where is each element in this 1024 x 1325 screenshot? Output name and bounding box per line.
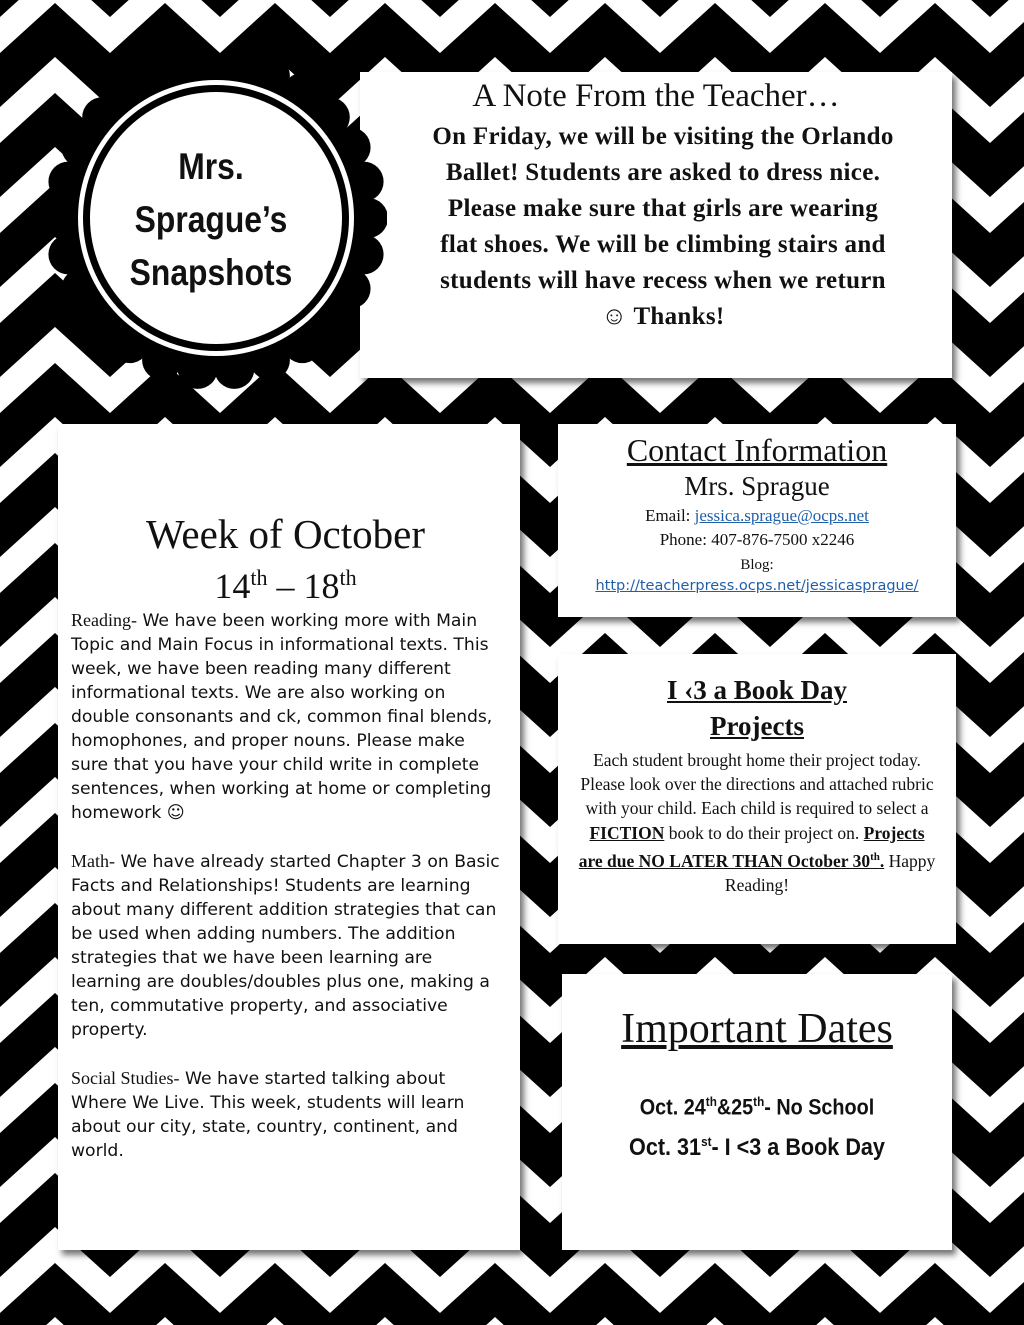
teacher-note-body — [408, 119, 918, 335]
teacher-note-line: Ballet! Students are asked to dress nice. — [445, 159, 881, 186]
teacher-note-line: students will have recess when we return — [440, 267, 886, 294]
week-overview-box — [58, 424, 520, 1250]
date-suffix: st — [701, 1134, 712, 1150]
teacher-note-line: ☺ Thanks! — [601, 303, 725, 330]
date-text: - I <3 a Book Day — [711, 1134, 885, 1162]
due-date-period: . — [879, 850, 885, 871]
math-paragraph — [71, 849, 500, 1042]
blog-link[interactable]: http://teacherpress.ocps.net/jessicasprague/ — [595, 578, 919, 594]
week-end-day: 18 — [303, 566, 340, 606]
teacher-note-box — [360, 72, 952, 378]
date-text: - No School — [764, 1094, 875, 1120]
due-date-text: Projects are due NO LATER THAN October 30 — [578, 822, 925, 871]
week-date-range — [71, 556, 500, 608]
contact-email-row — [558, 504, 956, 528]
due-date-suffix: th — [870, 850, 880, 863]
book-day-title — [558, 672, 956, 744]
teacher-note-line: Please make sure that girls are wearing — [447, 195, 879, 222]
social-studies-text: We have started talking about Where We Live. This week, students will learn about our city, state, country, continent, and world. — [71, 1069, 465, 1161]
date-suffix: th — [705, 1094, 717, 1109]
book-day-title-line2: Projects — [710, 711, 804, 741]
email-label: Email: — [645, 506, 695, 525]
week-date-separator: – — [267, 566, 304, 606]
book-day-text-part: Happy Reading! — [724, 850, 936, 895]
reading-label: Reading- — [71, 610, 137, 630]
date-text: Oct. 24 — [639, 1094, 706, 1120]
week-end-suffix: th — [339, 565, 357, 590]
contact-title: Contact Information — [626, 432, 888, 468]
contact-name: Mrs. Sprague — [684, 471, 830, 501]
important-dates-box — [562, 974, 952, 1250]
date-item-no-school — [582, 1084, 933, 1124]
newsletter-title-line: Mrs. — [178, 146, 244, 187]
book-day-text — [578, 748, 936, 897]
teacher-note-title: A Note From the Teacher… — [472, 78, 840, 114]
contact-info-box — [558, 424, 956, 617]
reading-text: We have been working more with Main Topic and Main Focus in informational texts. This week, we have been reading many different informational texts. We are also working on double consonants and ck, common final blends, homophones, and proper nouns. Please make sure that you have your child write in complete sentences, when working at home or completing homework ☺ — [71, 611, 493, 823]
social-studies-label: Social Studies- — [71, 1068, 180, 1088]
date-text: Oct. 31 — [629, 1134, 702, 1162]
book-day-title-line1: I ‹3 a Book Day — [666, 675, 848, 705]
contact-phone: Phone: 407-876-7500 x2246 — [659, 530, 855, 549]
book-day-box — [558, 654, 956, 944]
reading-paragraph — [71, 608, 500, 825]
important-dates-list — [562, 1084, 952, 1165]
newsletter-title-line: Sprague’s — [134, 199, 288, 240]
teacher-note-line: flat shoes. We will be climbing stairs and — [440, 231, 886, 258]
week-start-day: 14 — [214, 566, 251, 606]
newsletter-title-line: Snapshots — [129, 252, 293, 293]
book-day-text-part: book to do their project on. — [664, 822, 864, 843]
fiction-emphasis: FICTION — [589, 822, 665, 843]
newsletter-title — [68, 140, 354, 299]
math-text: We have already started Chapter 3 on Basic Facts and Relationships! Students are learning about many different addition strategies that can be used when adding numbers. The addition strategies that we have been learning are learning are doubles/doubles plus one, making a ten, commutative property, and associative property. — [71, 852, 500, 1040]
math-label: Math- — [71, 851, 115, 871]
teacher-note-line: On Friday, we will be visiting the Orlando — [432, 123, 894, 150]
week-start-suffix: th — [250, 565, 268, 590]
date-text: &25 — [716, 1094, 754, 1120]
date-suffix: th — [753, 1094, 765, 1109]
important-dates-title: Important Dates — [621, 1006, 893, 1052]
blog-label: Blog: — [740, 557, 774, 573]
social-studies-paragraph — [71, 1066, 500, 1163]
date-item-book-day — [582, 1124, 933, 1165]
week-title: Week of October — [145, 511, 425, 557]
email-link[interactable]: jessica.sprague@ocps.net — [694, 506, 869, 525]
book-day-text-part: Each student brought home their project today. Please look over the directions and attached rubric with your child. Each child is required to select a — [580, 750, 934, 819]
